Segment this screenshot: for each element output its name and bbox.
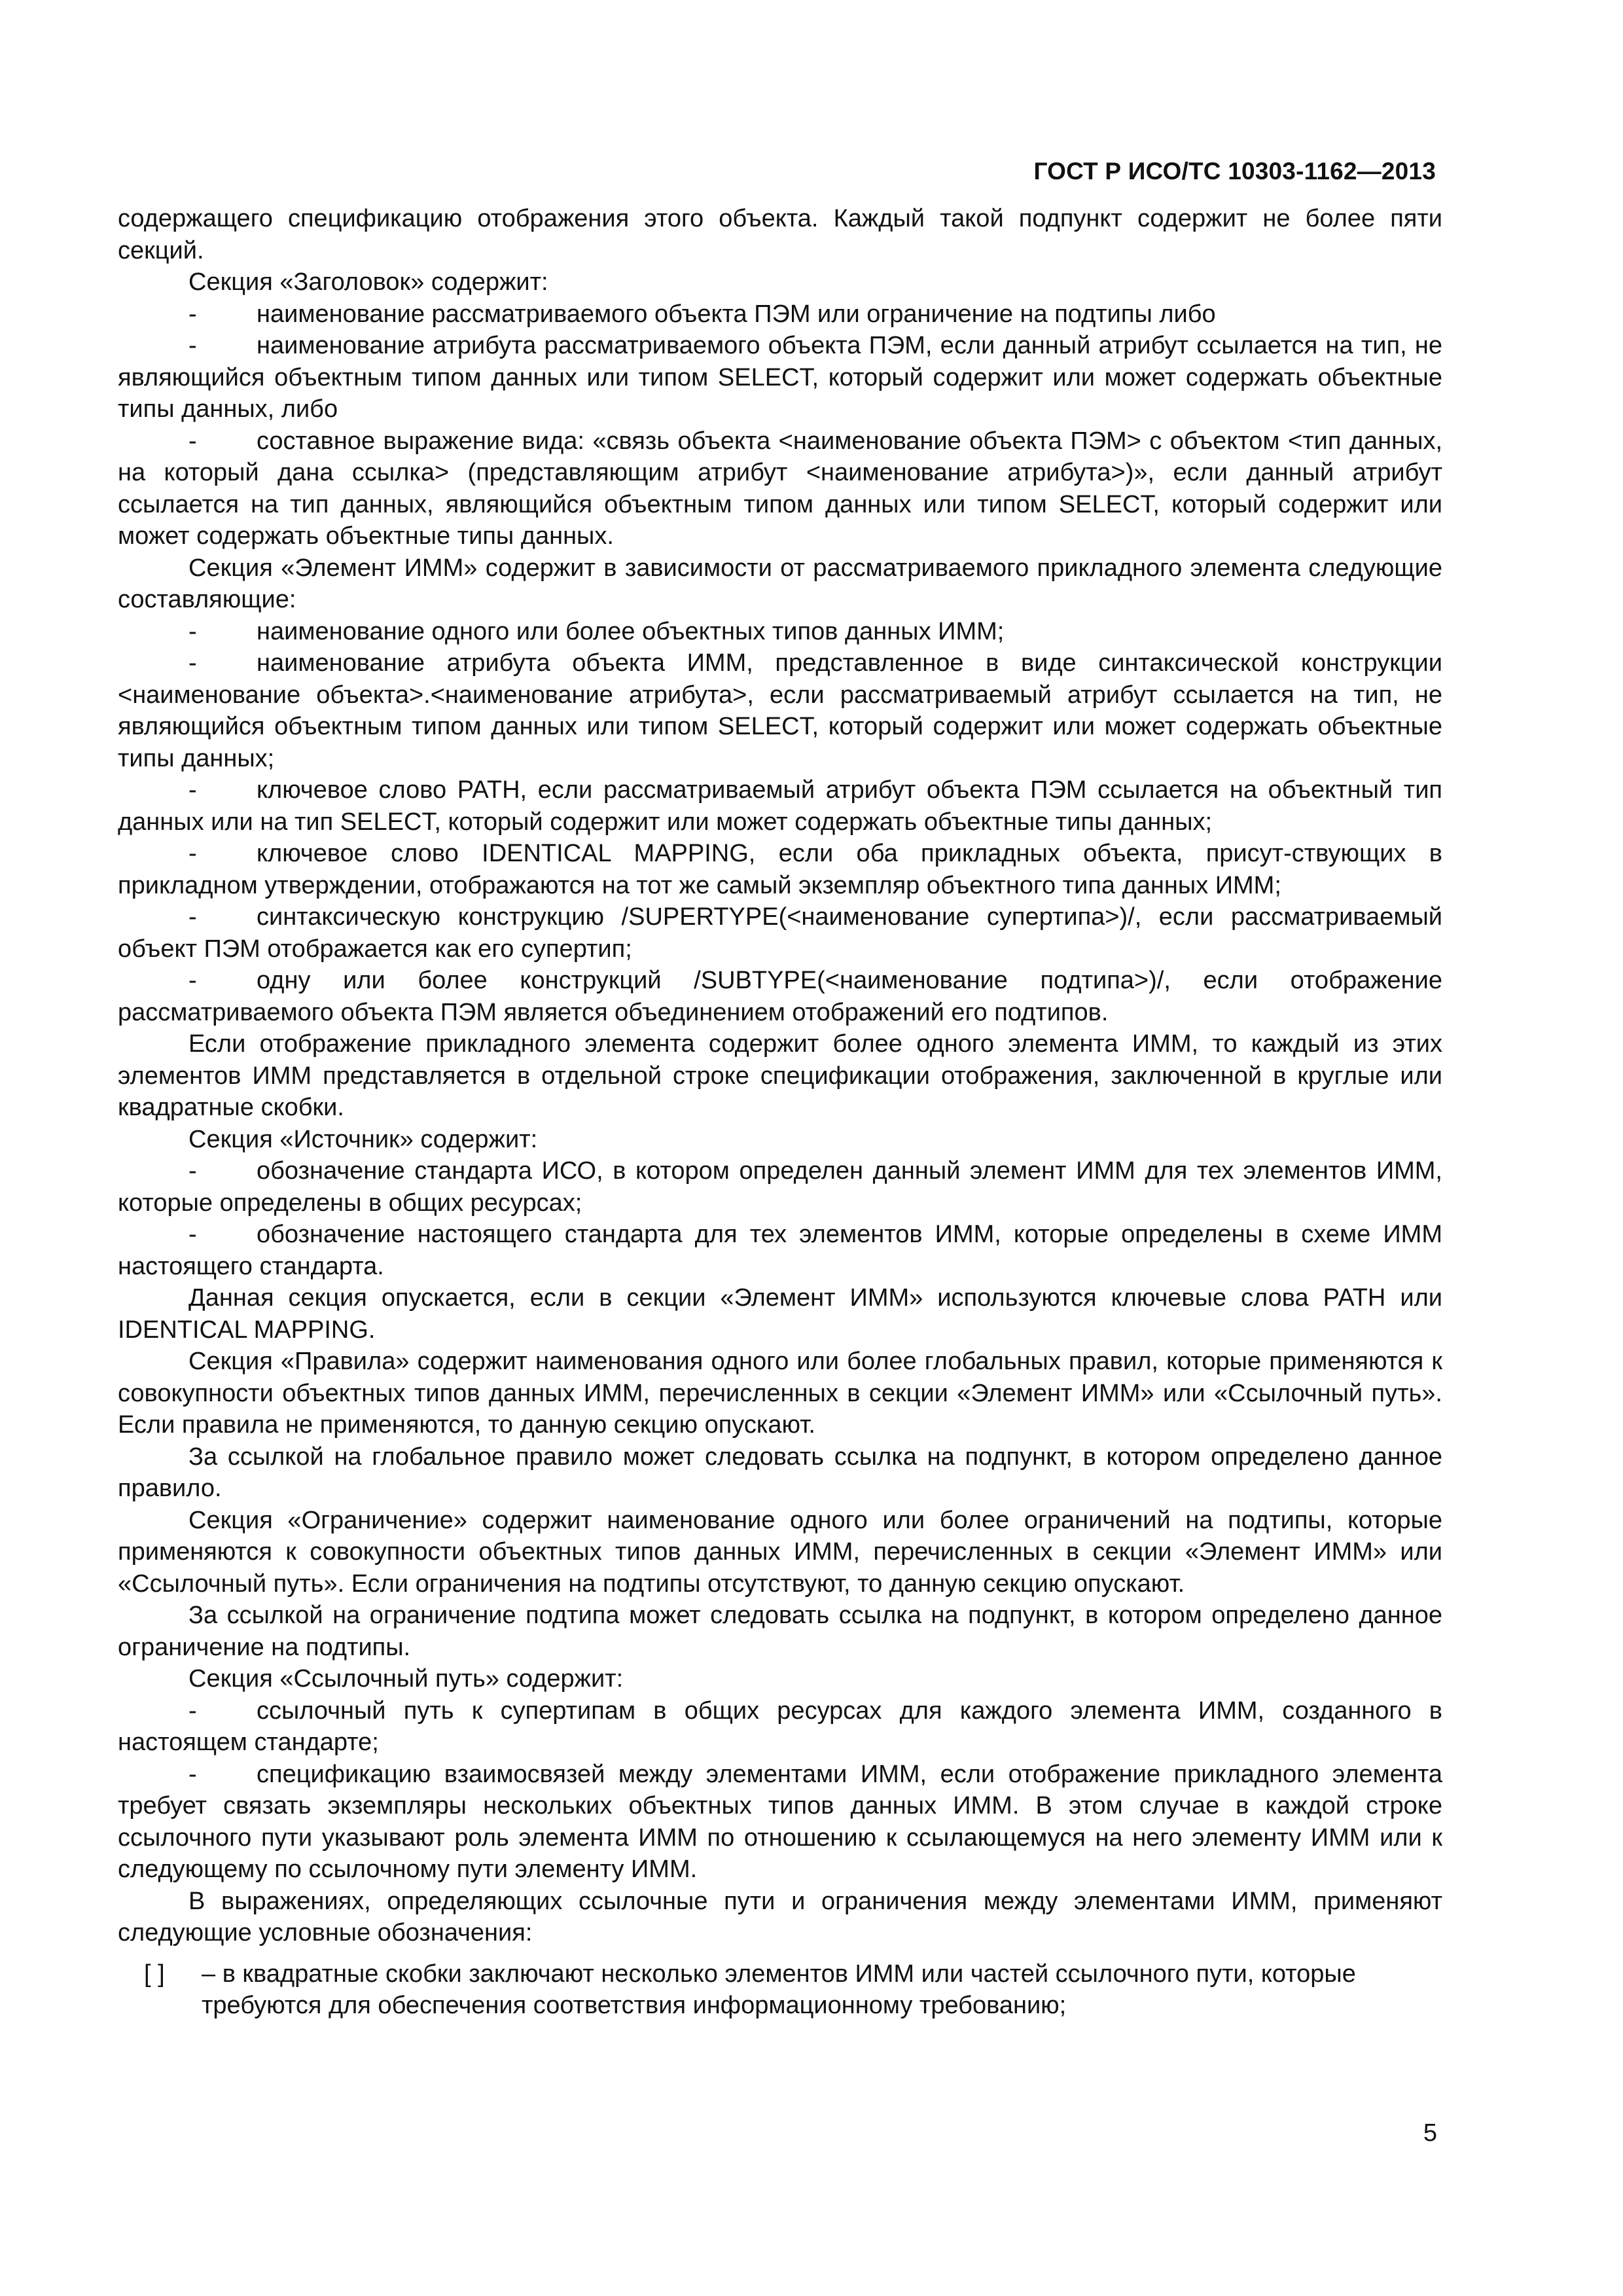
list-dash: - (188, 776, 197, 804)
list-item (118, 298, 1442, 331)
list-item-text: наименование атрибута рассматриваемого объекта ПЭМ, если данный атрибут ссылается на тип, не являющийся объектным типом данных или типом SELECT, который содержит или может содержать объектные типы данных, либо (118, 332, 1442, 423)
list-dash: - (188, 332, 197, 359)
list-item-text: составное выражение вида: «связь объекта <наименование объекта ПЭМ> с объектом <тип данных, на который дана ссылка> (представляющим атрибут <наименование атрибута>)», если данный атрибут ссылается на тип данных, являющийся объектным типом данных или типом SELECT, который содержит или может содержать объектные типы данных. (118, 427, 1442, 550)
list-item (118, 1155, 1442, 1219)
paragraph: Если отображение прикладного элемента содержит более одного элемента ИММ, то каждый из этих элементов ИММ представляется в отдельной строке спецификации отображения, заключенной в круглые или квадратные скобки. (118, 1030, 1442, 1121)
list-item (118, 1695, 1442, 1759)
list-item-text: наименование одного или более объектных типов данных ИММ; (257, 617, 1005, 645)
list-item-text: ключевое слово IDENTICAL MAPPING, если оба прикладных объекта, присут-ствующих в прикладном утверждении, отображаются на тот же самый экземпляр объектного типа данных ИММ; (118, 840, 1442, 899)
notation-entry (118, 1958, 1442, 2022)
section-heading-title: Секция «Заголовок» содержит: (188, 268, 548, 296)
list-item-text: наименование атрибута объекта ИММ, представленное в виде синтаксической конструкции <наименование объекта>.<наименование атрибута>, если рассматриваемый атрибут ссылается на тип, не являющийся объектным типом данных или типом SELECT, который содержит или может содержать объектные типы данных; (118, 649, 1442, 772)
list-dash: - (188, 649, 197, 677)
list-item-text: ссылочный путь к супертипам в общих ресурсах для каждого элемента ИММ, созданного в настоящем стандарте; (118, 1696, 1442, 1756)
list-item-text: одну или более конструкций /SUBTYPE(<наименование подтипа>)/, если отображение рассматриваемого объекта ПЭМ является объединением отображений его подтипов. (118, 967, 1442, 1026)
section-heading-rules: Секция «Правила» содержит наименования одного или более глобальных правил, которые применяются к совокупности объектных типов данных ИММ, перечисленных в секции «Элемент ИММ» или «Ссылочный путь». Если правила не применяются, то данную секцию опускают. (118, 1348, 1442, 1439)
list-item-text: обозначение настоящего стандарта для тех элементов ИММ, которые определены в схеме ИММ настоящего стандарта. (118, 1221, 1442, 1280)
list-item (118, 330, 1442, 425)
list-dash: - (188, 1760, 197, 1788)
notation-symbol: [ ] (144, 1960, 165, 1988)
document-body (118, 203, 1442, 2022)
list-item-text: наименование рассматриваемого объекта ПЭМ или ограничение на подтипы либо (257, 300, 1216, 328)
paragraph: В выражениях, определяющих ссылочные пути и ограничения между элементами ИММ, применяют следующие условные обозначения: (118, 1887, 1442, 1946)
section-heading-constraint: Секция «Ограничение» содержит наименование одного или более ограничений на подтипы, которые применяются к совокупности объектных типов данных ИММ, перечисленных в секции «Элемент ИММ» или «Ссылочный путь». Если ограничения на подтипы отсутствуют, то данную секцию опускают. (118, 1506, 1442, 1598)
list-item-text: обозначение стандарта ИСО, в котором определен данный элемент ИММ для тех элементов ИММ, которые определены в общих ресурсах; (118, 1157, 1442, 1217)
list-dash: - (188, 840, 197, 867)
list-item (118, 838, 1442, 901)
list-item (118, 901, 1442, 965)
document-number-header: ГОСТ Р ИСО/ТС 10303-1162—2013 (1033, 158, 1436, 185)
list-item (118, 425, 1442, 552)
list-item (118, 774, 1442, 838)
list-dash: - (188, 1696, 197, 1725)
list-dash: - (188, 1221, 197, 1248)
list-dash: - (188, 1157, 197, 1185)
page-number: 5 (1423, 2119, 1437, 2147)
notation-description: – в квадратные скобки заключают несколько элементов ИММ или частей ссылочного пути, которые требуются для обеспечения соответствия информационному требованию; (202, 1960, 1356, 2019)
list-item (118, 965, 1442, 1028)
section-heading-reference-path: Секция «Ссылочный путь» содержит: (188, 1665, 624, 1693)
paragraph: содержащего спецификацию отображения этого объекта. Каждый такой подпункт содержит не более пяти секций. (118, 205, 1442, 264)
list-item (118, 647, 1442, 774)
list-dash: - (188, 617, 197, 645)
section-heading-element: Секция «Элемент ИММ» содержит в зависимости от рассматриваемого прикладного элемента следующие составляющие: (118, 554, 1442, 613)
section-heading-source: Секция «Источник» содержит: (188, 1125, 538, 1153)
list-dash: - (188, 967, 197, 994)
list-item (118, 1219, 1442, 1282)
paragraph: Данная секция опускается, если в секции «Элемент ИММ» используются ключевые слова PATH или IDENTICAL MAPPING. (118, 1284, 1442, 1344)
paragraph: За ссылкой на глобальное правило может следовать ссылка на подпункт, в котором определено данное правило. (118, 1443, 1442, 1502)
list-item (118, 616, 1442, 648)
list-item-text: спецификацию взаимосвязей между элементами ИММ, если отображение прикладного элемента требует связать экземпляры нескольких объектных типов данных ИММ. В этом случае в каждой строке ссылочного пути указывают роль элемента ИММ по отношению к ссылающемуся на него элементу ИММ или к следующему по ссылочному пути элементу ИММ. (118, 1760, 1442, 1883)
list-dash: - (188, 427, 197, 455)
list-dash: - (188, 903, 197, 931)
list-item (118, 1759, 1442, 1886)
paragraph: За ссылкой на ограничение подтипа может следовать ссылка на подпункт, в котором определено данное ограничение на подтипы. (118, 1602, 1442, 1661)
list-item-text: ключевое слово PATH, если рассматриваемый атрибут объекта ПЭМ ссылается на объектный тип данных или на тип SELECT, который содержит или может содержать объектные типы данных; (118, 776, 1442, 836)
list-dash: - (188, 300, 197, 328)
list-item-text: синтаксическую конструкцию /SUPERTYPE(<наименование супертипа>)/, если рассматриваемый объект ПЭМ отображается как его супертип; (118, 903, 1442, 963)
